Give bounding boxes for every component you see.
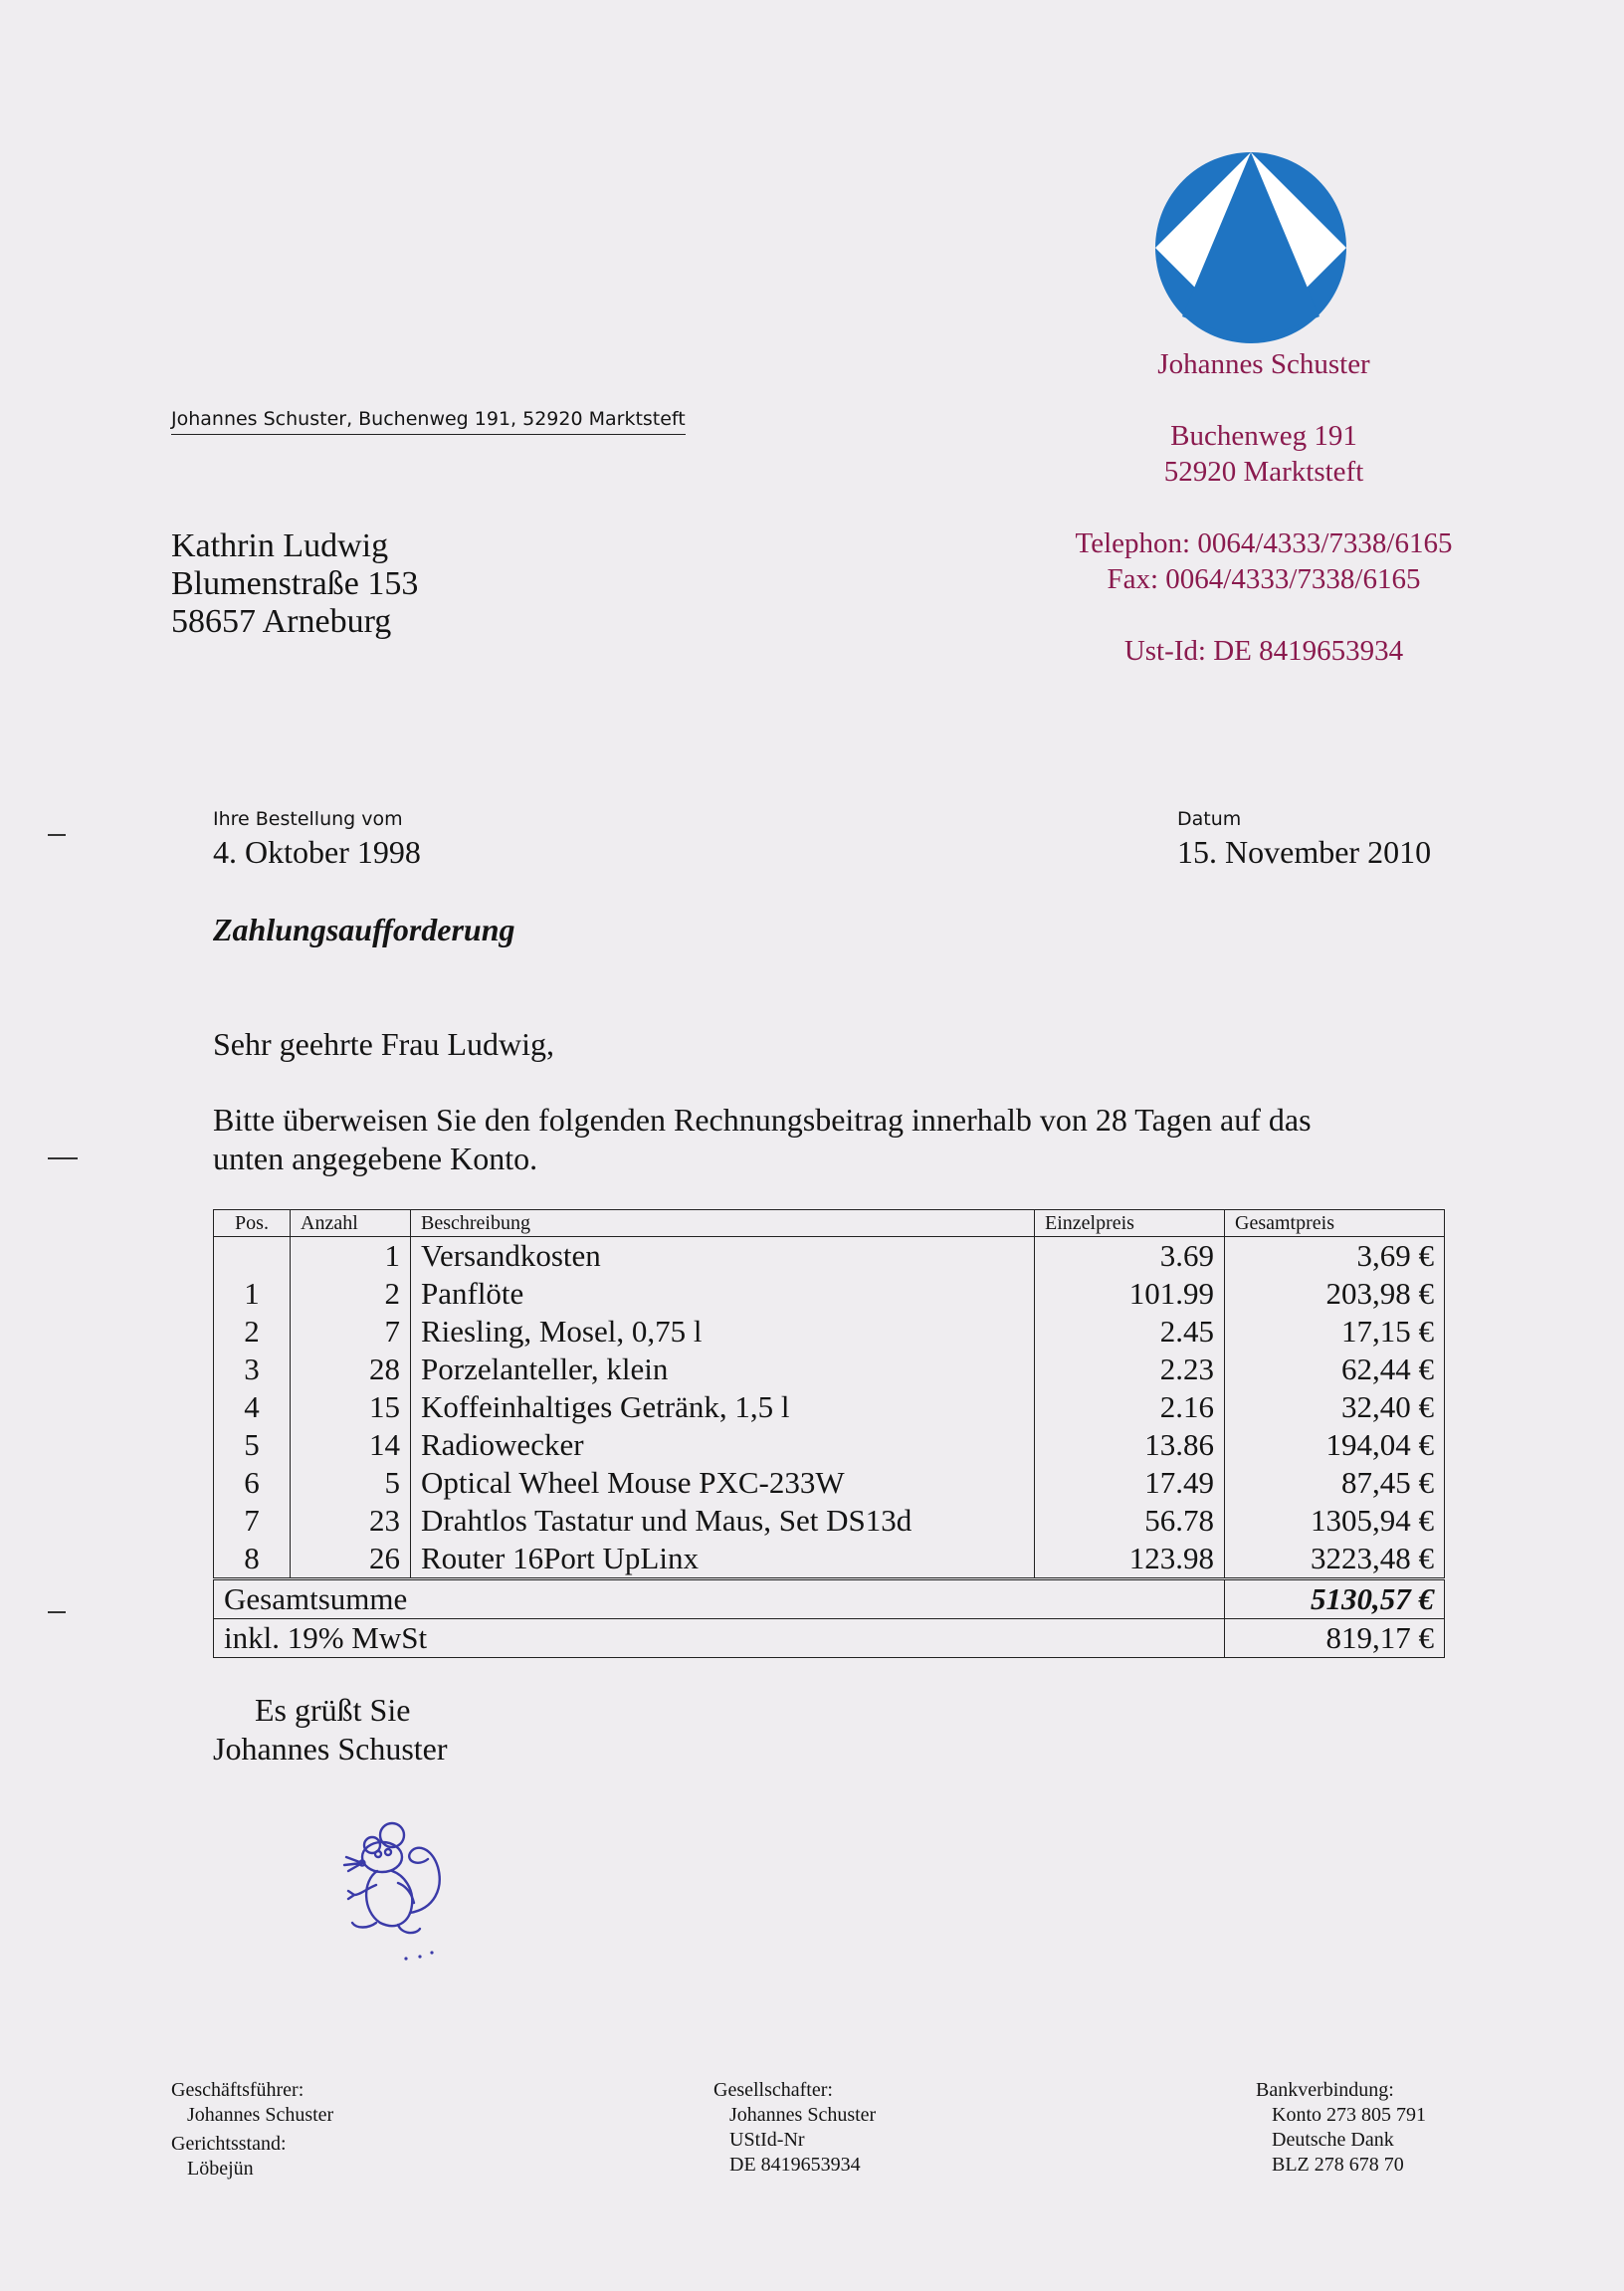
cell-einzelpreis: 3.69 [1035,1237,1225,1276]
cell-einzelpreis: 56.78 [1035,1502,1225,1540]
table-row [214,1540,1445,1578]
cell-gesamtpreis: 3223,48 € [1225,1540,1445,1578]
col-pos-header: Pos. [214,1210,291,1237]
subject: Zahlungsaufforderung [213,912,515,947]
cell-einzelpreis: 2.23 [1035,1351,1225,1388]
cell-beschreibung: Optical Wheel Mouse PXC-233W [411,1464,1035,1502]
order-date-label: Ihre Bestellung vom [213,808,403,830]
footer-value: Deutsche Dank [1272,2129,1394,2151]
cell-beschreibung: Router 16Port UpLinx [411,1540,1035,1578]
letterhead-phone: Telephon: 0064/4333/7338/6165 [1075,527,1453,559]
total-label: Gesamtsumme [214,1580,1225,1619]
cell-pos: 2 [214,1313,291,1351]
invoice-table [213,1209,1445,1578]
cell-pos: 8 [214,1540,291,1578]
cell-pos: 4 [214,1388,291,1426]
vat-row [214,1619,1445,1658]
cell-pos: 3 [214,1351,291,1388]
footer-col-management [171,2078,333,2182]
salutation: Sehr geehrte Frau Ludwig, [213,1026,555,1062]
triangle-in-circle-logo [1154,151,1347,344]
cell-pos: 7 [214,1502,291,1540]
cell-einzelpreis: 13.86 [1035,1426,1225,1464]
footer-value: Konto 273 805 791 [1272,2104,1426,2126]
footer-value: UStId-Nr [729,2129,805,2151]
cell-gesamtpreis: 194,04 € [1225,1426,1445,1464]
cell-einzelpreis: 123.98 [1035,1540,1225,1578]
body-line-1: Bitte überweisen Sie den folgenden Rechnungsbeitrag innerhalb von 28 Tagen auf das [213,1102,1312,1138]
fold-mark [48,834,66,836]
footer-label: Bankverbindung: [1256,2079,1394,2101]
cell-einzelpreis: 2.16 [1035,1388,1225,1426]
cell-einzelpreis: 17.49 [1035,1464,1225,1502]
cell-pos: 5 [214,1426,291,1464]
letterhead-fax: Fax: 0064/4333/7338/6165 [1107,563,1421,595]
table-row [214,1313,1445,1351]
cell-anzahl: 23 [291,1502,411,1540]
mouse-stamp-icon [332,1819,472,1969]
cell-gesamtpreis: 17,15 € [1225,1313,1445,1351]
footer-value: DE 8419653934 [729,2154,861,2176]
cell-pos: 1 [214,1275,291,1313]
cell-anzahl: 26 [291,1540,411,1578]
cell-einzelpreis: 101.99 [1035,1275,1225,1313]
footer-col-partners [713,2078,876,2178]
total-value: 5130,57 € [1225,1580,1445,1619]
cell-anzahl: 5 [291,1464,411,1502]
cell-gesamtpreis: 62,44 € [1225,1351,1445,1388]
col-gesamtpreis-header: Gesamtpreis [1225,1210,1445,1237]
table-header-row [214,1210,1445,1237]
totals-table [213,1579,1445,1658]
cell-pos [214,1237,291,1276]
fold-mark [48,1611,66,1613]
table-row [214,1275,1445,1313]
cell-einzelpreis: 2.45 [1035,1313,1225,1351]
recipient-address [171,527,418,641]
cell-beschreibung: Porzelanteller, klein [411,1351,1035,1388]
footer-label: Gesellschafter: [713,2079,833,2101]
footer-label: Geschäftsführer: [171,2079,304,2101]
closing-greeting: Es grüßt Sie [255,1692,411,1728]
col-anzahl-header: Anzahl [291,1210,411,1237]
cell-anzahl: 28 [291,1351,411,1388]
cell-gesamtpreis: 3,69 € [1225,1237,1445,1276]
total-row [214,1580,1445,1619]
recipient-name: Kathrin Ludwig [171,527,389,564]
letterhead-name: Johannes Schuster [1157,348,1370,380]
order-date: 4. Oktober 1998 [213,834,421,870]
cell-anzahl: 1 [291,1237,411,1276]
footer-col-bank [1256,2078,1426,2178]
vat-label: inkl. 19% MwSt [214,1619,1225,1658]
cell-gesamtpreis: 87,45 € [1225,1464,1445,1502]
col-einzelpreis-header: Einzelpreis [1035,1210,1225,1237]
cell-anzahl: 7 [291,1313,411,1351]
table-row [214,1426,1445,1464]
cell-gesamtpreis: 32,40 € [1225,1388,1445,1426]
cell-pos: 6 [214,1464,291,1502]
vat-value: 819,17 € [1225,1619,1445,1658]
letterhead-city: 52920 Marktsteft [1163,456,1364,488]
cell-gesamtpreis: 1305,94 € [1225,1502,1445,1540]
footer-value: BLZ 278 678 70 [1272,2154,1404,2176]
letter-date-label: Datum [1177,808,1242,830]
table-row [214,1351,1445,1388]
footer-label: Gerichtsstand: [171,2133,287,2155]
cell-beschreibung: Drahtlos Tastatur und Maus, Set DS13d [411,1502,1035,1540]
table-row [214,1237,1445,1276]
cell-gesamtpreis: 203,98 € [1225,1275,1445,1313]
cell-anzahl: 2 [291,1275,411,1313]
letterhead-vat: Ust-Id: DE 8419653934 [1123,635,1404,667]
cell-anzahl: 14 [291,1426,411,1464]
cell-beschreibung: Panflöte [411,1275,1035,1313]
table-row [214,1388,1445,1426]
footer-value: Johannes Schuster [729,2104,877,2126]
body-line-2: unten angegebene Konto. [213,1141,538,1176]
letterhead-street: Buchenweg 191 [1170,420,1357,452]
letter-date: 15. November 2010 [1177,834,1432,870]
table-row [214,1464,1445,1502]
cell-beschreibung: Radiowecker [411,1426,1035,1464]
table-row [214,1502,1445,1540]
closing-signature-name: Johannes Schuster [213,1731,448,1767]
cell-beschreibung: Versandkosten [411,1237,1035,1276]
cell-beschreibung: Riesling, Mosel, 0,75 l [411,1313,1035,1351]
recipient-city: 58657 Arneburg [171,603,392,640]
footer-value: Löbejün [187,2158,254,2180]
recipient-street: Blumenstraße 153 [171,565,419,602]
footer-value: Johannes Schuster [187,2104,334,2126]
sender-return-address: Johannes Schuster, Buchenweg 191, 52920 Marktsteft [171,408,686,435]
col-beschreibung-header: Beschreibung [411,1210,1035,1237]
punch-mark [48,1157,78,1159]
cell-beschreibung: Koffeinhaltiges Getränk, 1,5 l [411,1388,1035,1426]
cell-anzahl: 15 [291,1388,411,1426]
